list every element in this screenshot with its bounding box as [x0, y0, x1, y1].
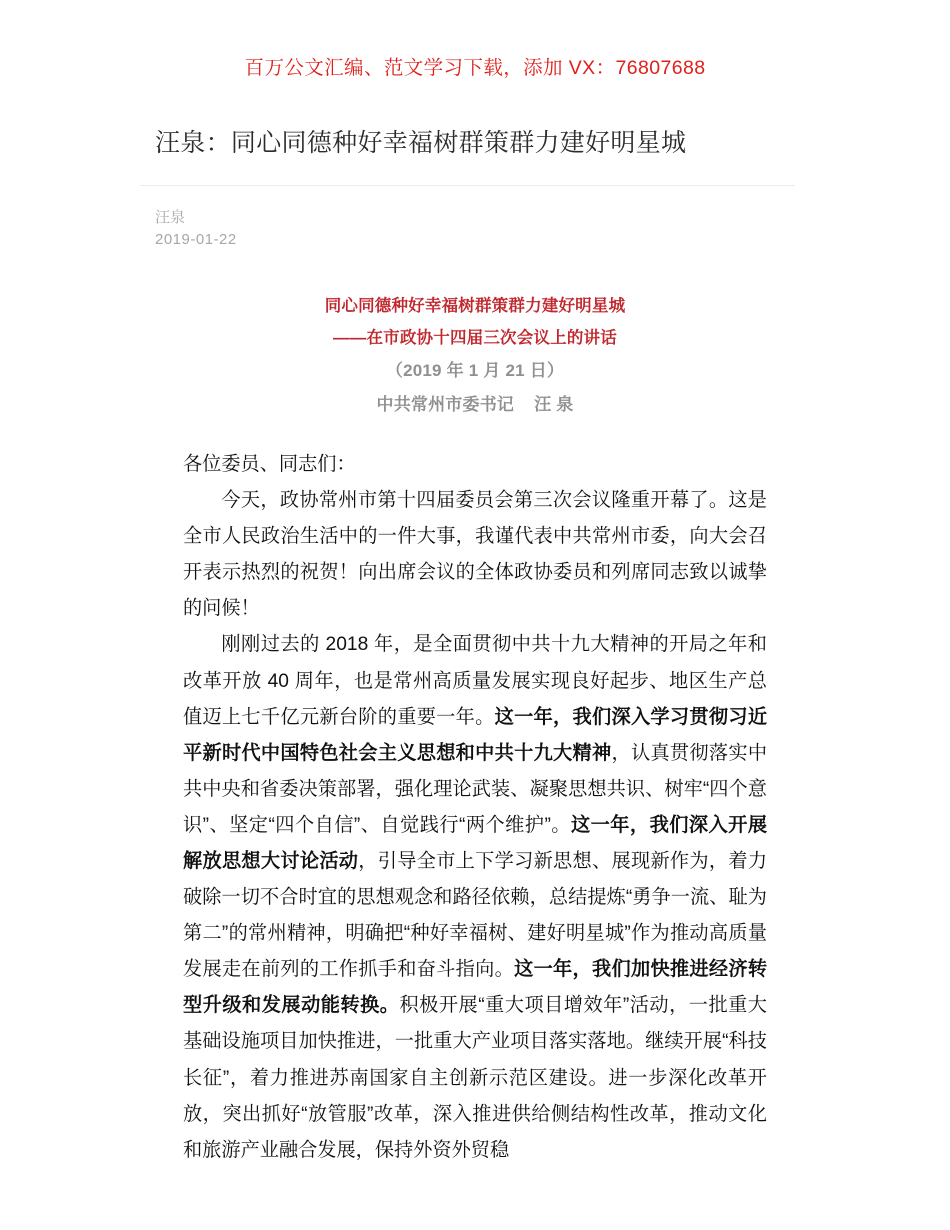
- promo-banner: 百万公文汇编、范文学习下载，添加 VX：76807688: [244, 57, 706, 79]
- article-meta: [155, 186, 810, 252]
- body-text-run-bold: 这一年，我们加快推进经济转型升级和发展动能转换。: [183, 959, 768, 1017]
- article-header: [155, 81, 810, 251]
- speech-date: （2019 年 1 月 21 日）: [385, 360, 565, 380]
- speech-subtitle: ——在市政协十四届三次会议上的讲话: [333, 328, 617, 347]
- body-paragraph: [183, 447, 767, 483]
- body-text-run: 今天，政协常州市第十四届委员会第三次会议隆重开幕了。这是全市人民政治生活中的一件大事，我谨代表中共常州市委，向大会召开表示热烈的祝贺！向出席会议的全体政协委员和列席同志致以诚挚的问候！: [183, 490, 767, 620]
- body-paragraph: [183, 483, 767, 627]
- byline-name: 汪 泉: [534, 394, 574, 414]
- body-text-run-bold: 这一年，我们深入开展解放思想大讨论活动: [183, 814, 768, 872]
- byline-organization: 中共常州市委书记: [376, 394, 515, 414]
- speech-title: 同心同德种好幸福树群策群力建好明星城: [324, 296, 626, 315]
- article-author: 汪泉: [155, 208, 186, 226]
- body-text-run: ，认真贯彻落实中共中央和省委决策部署，强化理论武装、凝聚思想共识、树牢“四个意识”、坚定“四个自信”、自觉践行“两个维护”。: [183, 742, 768, 836]
- page-title: 汪泉：同心同德种好幸福树群策群力建好明星城: [155, 129, 687, 158]
- body-text-run: ，引导全市上下学习新思想、展现新作为，着力破除一切不合时宜的思想观念和路径依赖，总结提炼“勇争一流、耻为第二”的常州精神，明确把“种好幸福树、建好明星城”作为推动高质量发展走在前列的工作抓手和奋斗指向。: [183, 850, 768, 981]
- article-date: 2019-01-22: [155, 231, 237, 249]
- speech-byline: [183, 388, 767, 422]
- body-text-run: 积极开展“重大项目增效年”活动，一批重大基础设施项目加快推进，一批重大产业项目落实落地。继续开展“科技长征”，着力推进苏南国家自主创新示范区建设。进一步深化改革开放，突出抓好“放管服”改革，深入推进供给侧结构性改革，推动文化和旅游产业融合发展，保持外资外贸稳: [183, 995, 767, 1161]
- body-text-run: 刚刚过去的 2018 年，是全面贯彻中共十九大精神的开局之年和改革开放 40 周年，也是常州高质量发展实现良好起步、地区生产总值迈上七千亿元新台阶的重要一年。: [183, 634, 767, 728]
- body-text-run-bold: 这一年，我们深入学习贯彻习近平新时代中国特色社会主义思想和中共十九大精神: [183, 706, 768, 764]
- document-content: [183, 252, 767, 1169]
- speech-body: [183, 422, 767, 1169]
- body-paragraph: [183, 627, 767, 1168]
- body-text-run: 各位委员、同志们：: [183, 453, 356, 475]
